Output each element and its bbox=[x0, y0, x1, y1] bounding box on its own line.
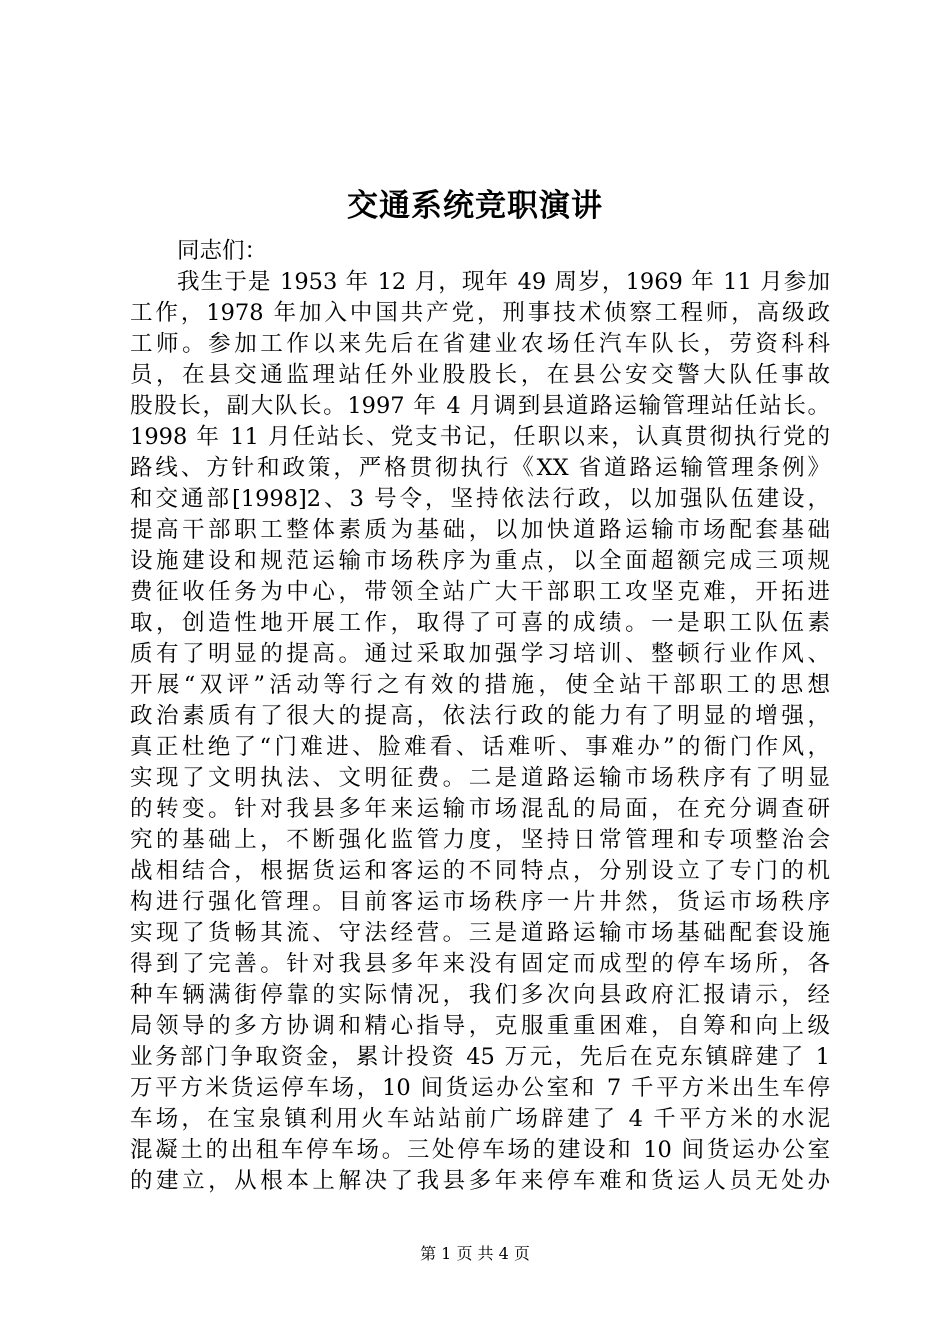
page-number-footer: 第 1 页 共 4 页 bbox=[420, 1244, 530, 1263]
text-line: 的转变。针对我县多年来运输市场混乱的局面，在充分调查研 bbox=[130, 796, 830, 822]
text-line: 费征收任务为中心，带领全站广大干部职工攻坚克难，开拓进 bbox=[130, 579, 830, 605]
text-line: 股股长，副大队长。1997 年 4 月调到县道路运输管理站任站长。 bbox=[130, 393, 830, 419]
text-line: 实现了货畅其流、守法经营。三是道路运输市场基础配套设施 bbox=[130, 920, 830, 946]
text-line: 工作，1978 年加入中国共产党，刑事技术侦察工程师，高级政 bbox=[130, 300, 830, 326]
text-line: 1998 年 11 月任站长、党支书记，任职以来，认真贯彻执行党的 bbox=[130, 424, 830, 450]
text-line: 我生于是 1953 年 12 月，现年 49 周岁，1969 年 11 月参加 bbox=[177, 269, 830, 295]
text-line: 设施建设和规范运输市场秩序为重点，以全面超额完成三项规 bbox=[130, 548, 830, 574]
text-line: 取，创造性地开展工作，取得了可喜的成绩。一是职工队伍素 bbox=[130, 610, 830, 636]
text-line: 种车辆满街停靠的实际情况，我们多次向县政府汇报请示，经 bbox=[130, 982, 830, 1008]
text-line: 的建立，从根本上解决了我县多年来停车难和货运人员无处办 bbox=[130, 1168, 830, 1194]
text-line: 路线、方针和政策，严格贯彻执行《XX 省道路运输管理条例》 bbox=[130, 455, 830, 481]
document-body bbox=[130, 236, 830, 1197]
text-line: 究的基础上，不断强化监管力度，坚持日常管理和专项整治会 bbox=[130, 827, 830, 853]
text-line: 员，在县交通监理站任外业股股长，在县公安交警大队任事故 bbox=[130, 362, 830, 388]
text-line: 真正杜绝了“门难进、脸难看、话难听、事难办”的衙门作风， bbox=[130, 734, 830, 760]
text-line: 局领导的多方协调和精心指导，克服重重困难，自筹和向上级 bbox=[130, 1013, 830, 1039]
text-line: 战相结合，根据货运和客运的不同特点，分别设立了专门的机 bbox=[130, 858, 830, 884]
text-line: 得到了完善。针对我县多年来没有固定而成型的停车场所，各 bbox=[130, 951, 830, 977]
text-line: 车场，在宝泉镇利用火车站站前广场辟建了 4 千平方米的水泥 bbox=[130, 1106, 830, 1132]
text-line: 工师。参加工作以来先后在省建业农场任汽车队长，劳资科科 bbox=[130, 331, 830, 357]
text-line: 混凝土的出租车停车场。三处停车场的建设和 10 间货运办公室 bbox=[130, 1137, 830, 1163]
document-title: 交通系统竞职演讲 bbox=[347, 188, 603, 224]
text-line: 和交通部[1998]2、3 号令，坚持依法行政，以加强队伍建设， bbox=[130, 486, 830, 512]
text-line: 万平方米货运停车场，10 间货运办公室和 7 千平方米出生车停 bbox=[130, 1075, 830, 1101]
text-line: 政治素质有了很大的提高，依法行政的能力有了明显的增强， bbox=[130, 703, 830, 729]
text-line: 实现了文明执法、文明征费。二是道路运输市场秩序有了明显 bbox=[130, 765, 830, 791]
text-line: 提高干部职工整体素质为基础，以加快道路运输市场配套基础 bbox=[130, 517, 830, 543]
text-line: 业务部门争取资金，累计投资 45 万元，先后在克东镇辟建了 1 bbox=[130, 1044, 830, 1070]
text-line: 构进行强化管理。目前客运市场秩序一片井然，货运市场秩序 bbox=[130, 889, 830, 915]
text-line: 开展“双评”活动等行之有效的措施，使全站干部职工的思想 bbox=[130, 672, 830, 698]
text-line: 同志们： bbox=[177, 238, 268, 264]
text-line: 质有了明显的提高。通过采取加强学习培训、整顿行业作风、 bbox=[130, 641, 830, 667]
